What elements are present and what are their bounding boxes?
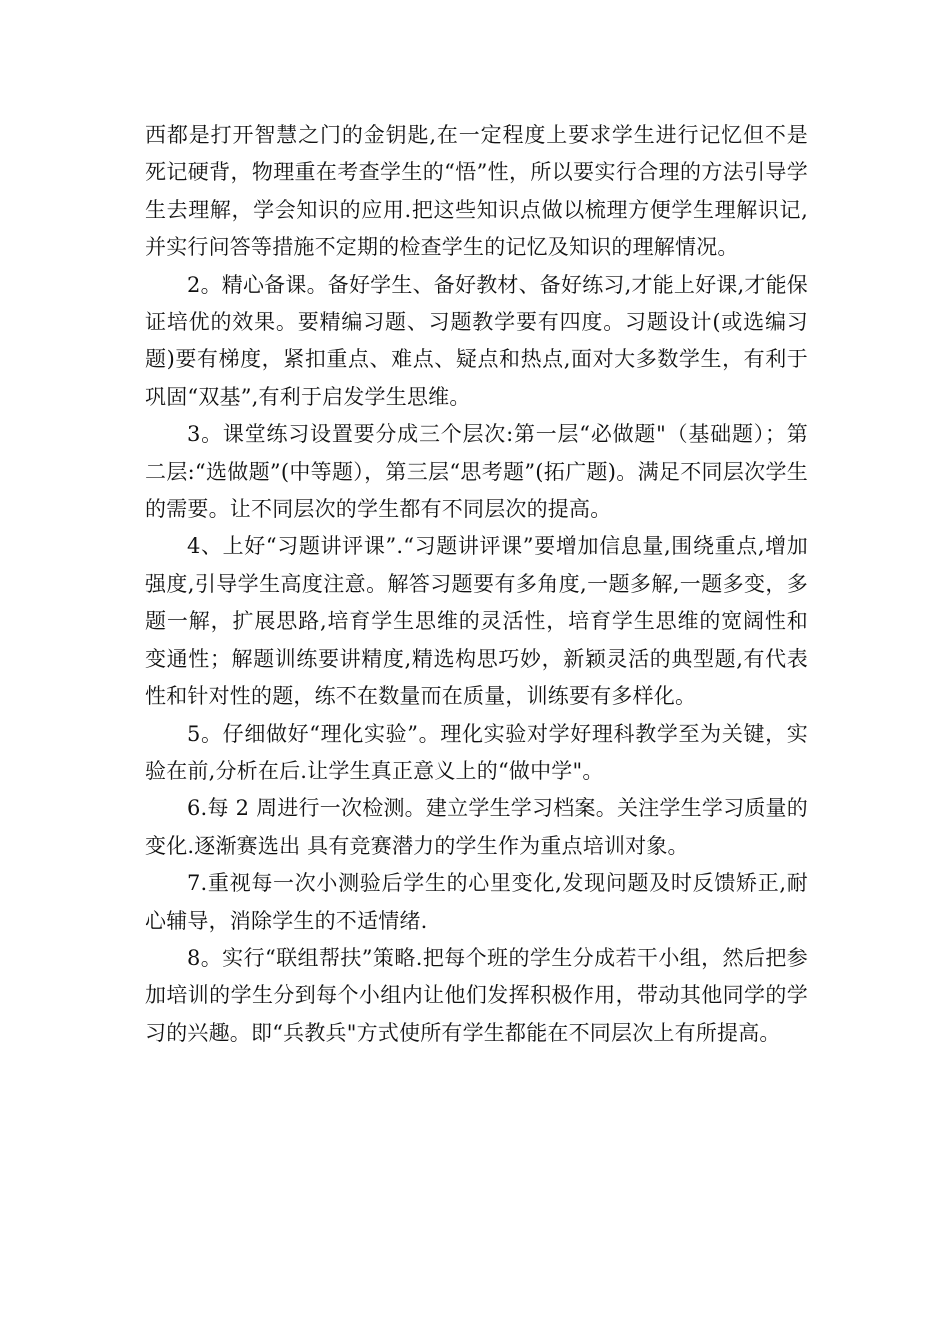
paragraph-item-5: 5。仔细做好“理化实验”。理化实验对学好理科教学至为关键，实验在前,分析在后.让学生真正意义上的“做中学"。 [145,721,808,783]
paragraph-item-2: 2。精心备课。备好学生、备好教材、备好练习,才能上好课,才能保证培优的效果。要精编习题、习题教学要有四度。习题设计(或选编习题)要有梯度，紧扣重点、难点、疑点和热点,面对大多数学生，有利于巩固“双基”,有利于启发学生思维。 [145,272,808,409]
paragraph-continued: 西都是打开智慧之门的金钥匙,在一定程度上要求学生进行记忆但不是死记硬背，物理重在考查学生的“悟”性，所以要实行合理的方法引导学生去理解，学会知识的应用.把这些知识点做以梳理方便学生理解识记,并实行问答等措施不定期的检查学生的记忆及知识的理解情况。 [145,123,808,260]
paragraph-item-6: 6.每 2 周进行一次检测。建立学生学习档案。关注学生学习质量的变化.逐渐赛选出 具有竞赛潜力的学生作为重点培训对象。 [145,796,808,858]
paragraph-item-4: 4、上好“习题讲评课”.“习题讲评课”要增加信息量,围绕重点,增加强度,引导学生高度注意。解答习题要有多角度,一题多解,一题多变，多题一解，扩展思路,培育学生思维的灵活性，培育学生思维的宽阔性和变通性；解题训练要讲精度,精选构思巧妙，新颖灵活的典型题,有代表性和针对性的题，练不在数量而在质量，训练要有多样化。 [145,534,808,709]
paragraph-item-7: 7.重视每一次小测验后学生的心里变化,发现问题及时反馈矫正,耐心辅导，消除学生的不适情绪. [145,871,808,933]
paragraph-item-8: 8。实行“联组帮扶”策略.把每个班的学生分成若干小组，然后把参加培训的学生分到每个小组内让他们发挥积极作用，带动其他同学的学习的兴趣。即“兵教兵"方式使所有学生都能在不同层次上有所提高。 [145,945,808,1045]
paragraph-item-3: 3。课堂练习设置要分成三个层次:第一层“必做题"（基础题）；第二层:“选做题”(中等题），第三层“思考题”(拓广题)。满足不同层次学生的需要。让不同层次的学生都有不同层次的提高。 [145,422,808,522]
document-body [145,117,808,1052]
